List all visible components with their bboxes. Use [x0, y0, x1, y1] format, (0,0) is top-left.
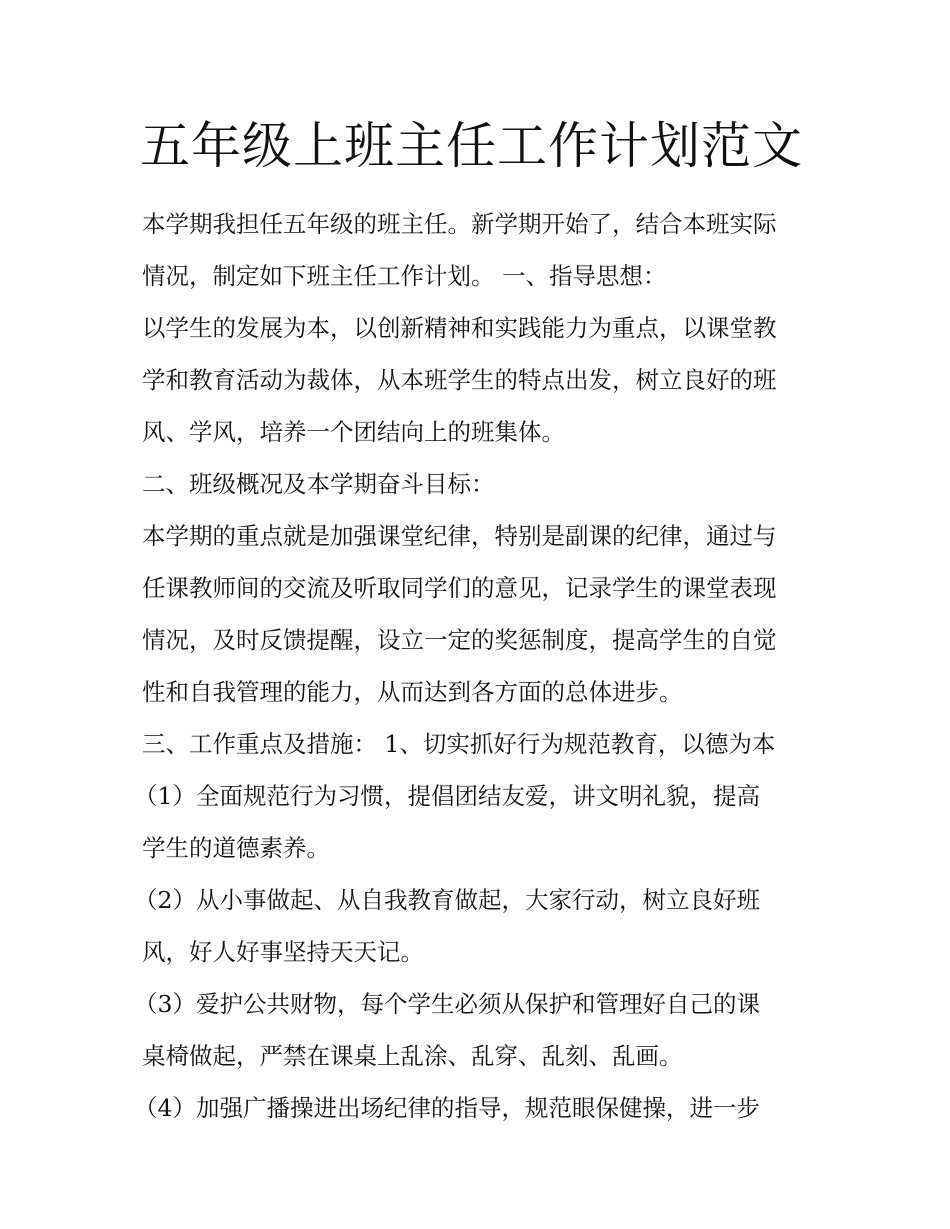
body-line: 本学期我担任五年级的班主任。新学期开始了，结合本班实际 [142, 210, 777, 238]
body-line: 任课教师间的交流及听取同学们的意见，记录学生的课堂表现 [142, 574, 777, 602]
body-line: 风、学风，培养一个团结向上的班集体。 [142, 418, 565, 446]
body-line: 性和自我管理的能力，从而达到各方面的总体进步。 [142, 678, 683, 706]
body-line: 学生的道德素养。 [142, 834, 330, 862]
body-line: 风，好人好事坚持天天记。 [142, 938, 424, 966]
list-item: （1）全面规范行为习惯，提倡团结友爱，讲文明礼貌，提高 [134, 782, 760, 810]
body-line: 本学期的重点就是加强课堂纪律，特别是副课的纪律，通过与 [142, 522, 777, 550]
body-line: 学和教育活动为裁体，从本班学生的特点出发，树立良好的班 [142, 366, 777, 394]
list-item: （2）从小事做起、从自我教育做起，大家行动，树立良好班 [134, 886, 760, 914]
section-heading: 三、工作重点及措施： 1、切实抓好行为规范教育，以德为本 [142, 730, 776, 758]
document-title: 五年级上班主任工作计划范文 [140, 117, 803, 175]
body-line: 情况，制定如下班主任工作计划。 一、指导思想： [142, 262, 667, 290]
section-heading: 二、班级概况及本学期奋斗目标： [142, 470, 495, 498]
body-line: 情况，及时反馈提醒，设立一定的奖惩制度，提高学生的自觉 [142, 626, 777, 654]
list-item: （3）爱护公共财物，每个学生必须从保护和管理好自己的课 [134, 990, 760, 1018]
body-line: 以学生的发展为本，以创新精神和实践能力为重点，以课堂教 [142, 314, 777, 342]
document-body [134, 198, 814, 1134]
body-line: 桌椅做起，严禁在课桌上乱涂、乱穿、乱刻、乱画。 [142, 1042, 683, 1070]
list-item: （4）加强广播操进出场纪律的指导，规范眼保健操，进一步 [134, 1094, 760, 1122]
